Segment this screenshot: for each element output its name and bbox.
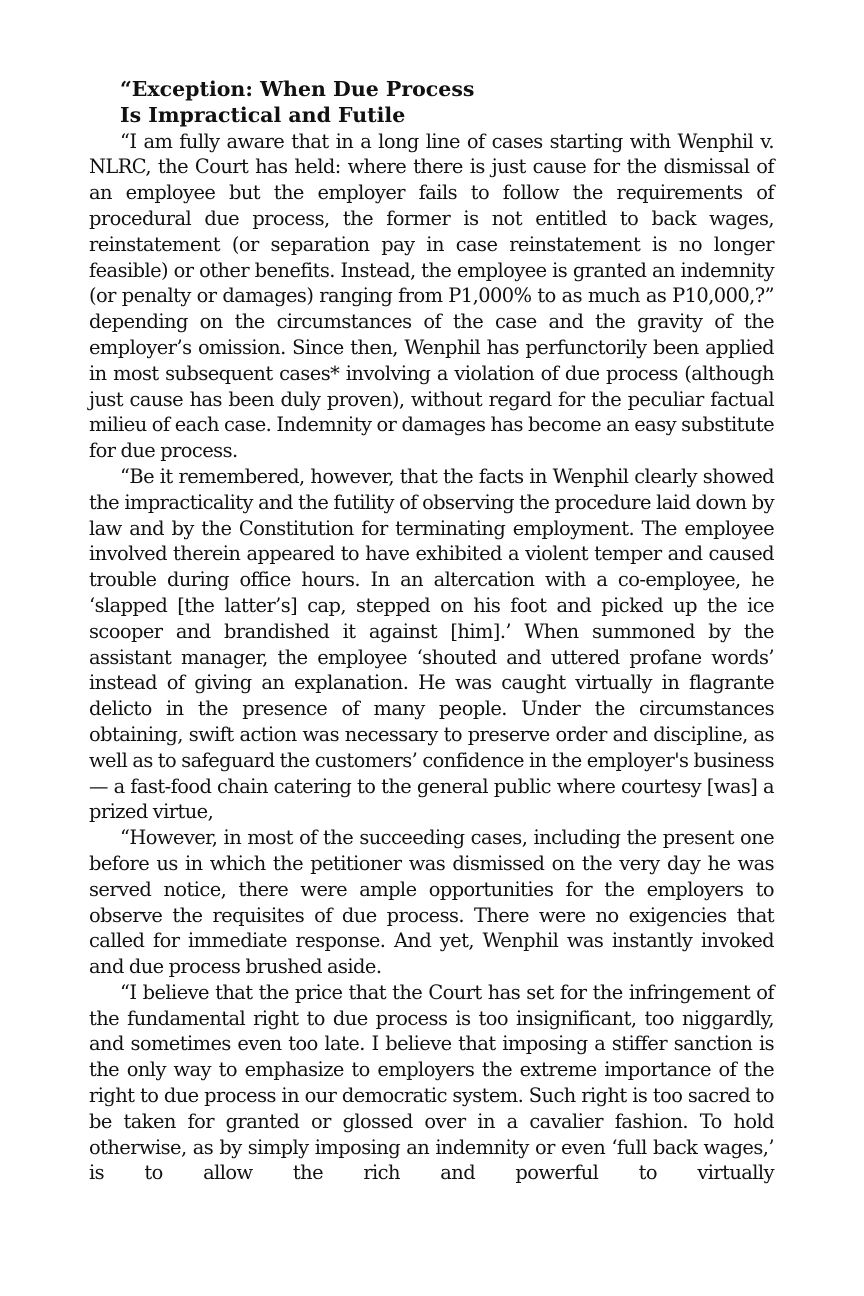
section-heading [89,77,774,129]
paragraph-stiffer-sanction: “I believe that the price that the Court has set for the infringement of the fundamental right to due process is too insignificant, too niggardly, and sometimes even too late. I believe that imposing a stiffer sanction is the only way to emphasize to employers the extreme importance of the right to due process in our democratic system. Such right is too sacred to be taken for granted or glossed over in a cavalier fashion. To hold otherwise, as by simply imposing an indemnity or even ‘full back wages,’ is to allow the rich and powerful to virtually [89,980,774,1185]
document-page [89,77,774,1186]
paragraph-wenphil-rule: “I am fully aware that in a long line of cases starting with Wenphil v. NLRC, the Court has held: where there is just cause for the dismissal of an employee but the employer fails to follow the requirements of procedural due process, the former is not entitled to back wages, reinstatement (or separation pay in case reinstatement is no longer feasible) or other benefits. Instead, the employee is granted an indemnity (or penalty or damages) ranging from P1,000% to as much as P10,000,?” depending on the circumstances of the case and the gravity of the employer’s omission. Since then, Wenphil has perfunctorily been applied in most subsequent cases* involving a violation of due process (although just cause has been duly proven), without regard for the peculiar factual milieu of each case. Indemnity or damages has become an easy substitute for due process. [89,129,774,463]
paragraph-succeeding-cases: “However, in most of the succeeding cases, including the present one before us in which the petitioner was dismissed on the very day he was served notice, there were ample opportunities for the employers to observe the requisites of due process. There were no exigencies that called for immediate response. And yet, Wenphil was instantly invoked and due process brushed aside. [89,826,774,979]
section-heading-line-2: Is Impractical and Futile [120,102,406,127]
section-heading-line-1: “Exception: When Due Process [120,77,475,101]
paragraph-wenphil-facts: “Be it remembered, however, that the facts in Wenphil clearly showed the impracticality and the futility of observing the procedure laid down by law and by the Constitution for terminating employment. The employee involved therein appeared to have exhibited a violent temper and caused trouble during office hours. In an altercation with a co-employee, he ‘slapped [the latter’s] cap, stepped on his foot and picked up the ice scooper and brandished it against [him].’ When summoned by the assistant manager, the employee ‘shouted and uttered profane words’ instead of giving an explanation. He was caught virtually in flagrante delicto in the presence of many people. Under the circumstances obtaining, swift action was necessary to preserve order and discipline, as well as to safeguard the customers’ confidence in the employer's business — a fast-food chain catering to the general public where courtesy [was] a prized virtue, [89,464,774,824]
